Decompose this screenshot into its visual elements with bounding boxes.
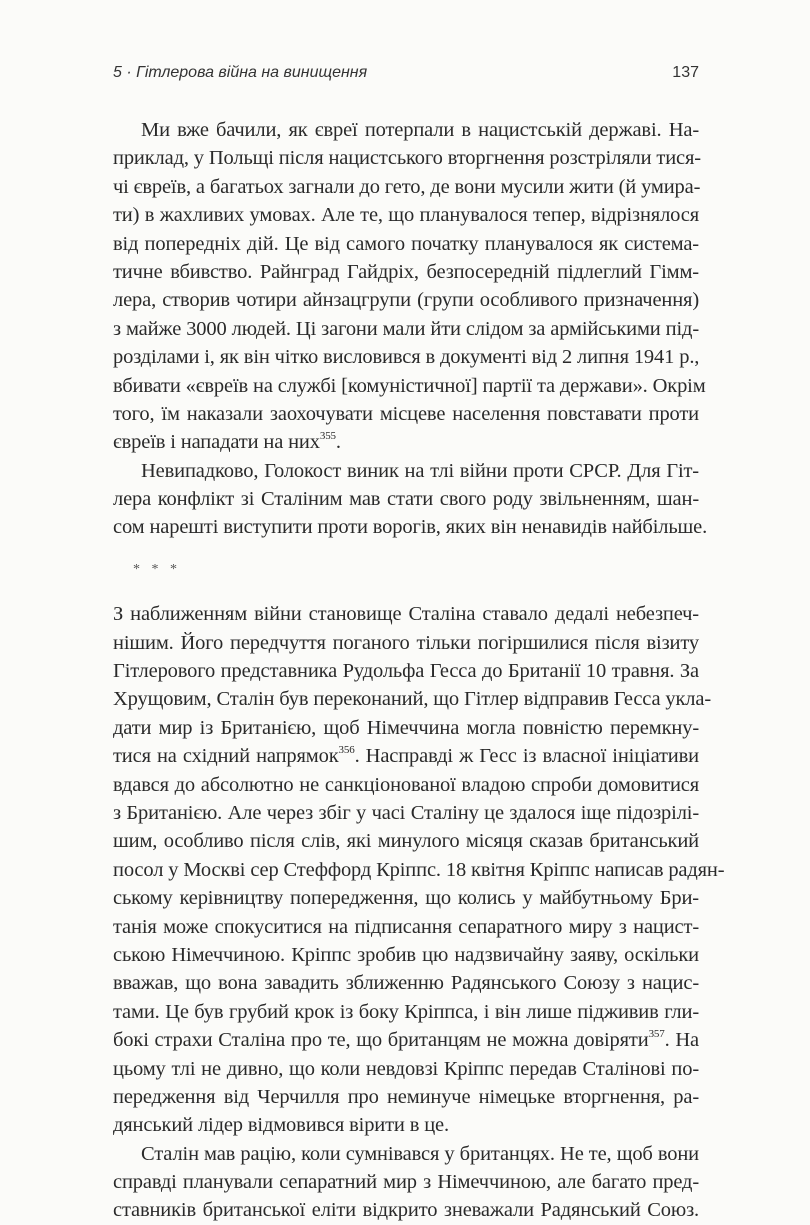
text-line: Ми вже бачили, як євреї потерпали в нацистській державі. На- [141, 119, 699, 141]
footnote-mark[interactable]: 357 [648, 1028, 665, 1041]
text-line [113, 742, 699, 770]
text-line: лера, створив чотири айнзацгрупи (групи особливого призначення) [113, 289, 699, 312]
book-page [113, 64, 725, 1225]
footnote-mark[interactable]: 355 [319, 430, 336, 443]
text-line: справді планували сепаратний мир з Німеччиною, але багато пред- [113, 1171, 699, 1194]
text-line: З наближенням війни становище Сталіна ставало дедалі небезпеч- [113, 603, 699, 626]
text-line: вбивати «євреїв на службі [комуністичної] партії та держави». Окрім [113, 374, 706, 397]
text-line: тичне вбивство. Райнград Гайдріх, безпосередній підлеглий Гімм- [113, 260, 699, 283]
line-text: бокі страхи Сталіна про те, що британцям не можна довіряти [113, 1029, 649, 1052]
text-line: посол у Москві сер Стеффорд Кріппс. 18 квітня Кріппс написав радян- [113, 858, 725, 881]
paragraph [113, 116, 706, 457]
text-line [113, 1026, 699, 1054]
text-line: приклад, у Польщі після нацистського вторгнення розстріляли тися- [113, 147, 701, 170]
paragraph [113, 1140, 699, 1225]
text-line: вважав, що вона завадить зближенню Радянського Союзу з нацис- [113, 972, 699, 995]
line-text: . [335, 431, 341, 454]
line-text: . На [664, 1029, 699, 1052]
text-line: дати мир із Британією, щоб Німеччина могла повністю перемкну- [113, 716, 699, 739]
section-break: * * * [133, 561, 181, 577]
text-line: цьому тлі не дивно, що коли невдовзі Кріппс передав Сталінові по- [113, 1057, 699, 1080]
line-text: . Насправді ж Гесс із власної ініціативи [354, 745, 699, 768]
paragraph [113, 457, 708, 542]
paragraph [113, 600, 725, 1139]
text-line: чі євреїв, а багатьох загнали до гето, де вони мусили жити (й умира- [113, 175, 701, 198]
text-line: ти) в жахливих умовах. Але те, що планувалося тепер, відрізнялося [113, 204, 699, 227]
text-line: Хрущовим, Сталін був переконаний, що Гітлер відправив Гесса укла- [113, 688, 712, 711]
line-text: тися на східний напрямок [113, 745, 339, 768]
text-line: ському керівництву попередження, що колись у майбутньому Бри- [113, 887, 699, 910]
text-line: дянський лідер відмовився вірити в це. [113, 1114, 449, 1137]
text-line: ською Німеччиною. Кріппс зробив цю надзвичайну заяву, оскільки [113, 943, 699, 966]
text-line: шим, особливо після слів, які минулого місяця сказав британський [113, 830, 699, 853]
footnote-mark[interactable]: 356 [338, 744, 355, 757]
text-line: вдався до абсолютно не санкціонованої владою спроби домовитися [113, 773, 699, 796]
text-line [113, 428, 699, 456]
text-line: сом нарешті виступити проти ворогів, яких він ненавидів найбільше. [113, 516, 708, 539]
text-line: тами. Це був грубий крок із боку Кріппса, і він лише підживив гли- [113, 1000, 699, 1023]
text-line: від попередніх дій. Це від самого початку планувалося як система- [113, 232, 699, 255]
line-text: євреїв і нападати на них [113, 431, 320, 454]
text-line: з майже 3000 людей. Ці загони мали йти слідом за армійськими під- [113, 317, 699, 340]
page-number: 137 [672, 64, 699, 81]
running-header [113, 64, 699, 92]
text-line: з Британією. Але через збіг у часі Сталіну це здалося іще підозрілі- [113, 801, 699, 824]
text-line: передження від Черчилля про неминуче німецьке вторгнення, ра- [113, 1085, 699, 1108]
text-line: Невипадково, Голокост виник на тлі війни проти СРСР. Для Гіт- [141, 459, 699, 482]
page-body [113, 116, 725, 1225]
chapter-title: 5 · Гітлерова війна на винищення [113, 64, 368, 81]
text-line: нішим. Його передчуття поганого тільки погіршилися після візиту [113, 631, 699, 654]
text-line: Гітлерового представника Рудольфа Гесса до Британії 10 травня. За [113, 660, 699, 683]
text-line: Сталін мав рацію, коли сумнівався у британцях. Не те, щоб вони [141, 1142, 699, 1165]
text-line: лера конфлікт зі Сталіним мав стати свого роду звільненням, шан- [113, 488, 699, 511]
text-line: танія може спокуситися на підписання сепаратного миру з нацист- [113, 915, 699, 938]
text-line: ставників британської еліти відкрито зневажали Радянський Союз. [113, 1199, 699, 1222]
text-line: розділами і, як він чітко висловився в документі від 2 липня 1941 р., [113, 346, 700, 369]
text-line: того, їм наказали заохочувати місцеве населення повставати проти [113, 402, 699, 425]
